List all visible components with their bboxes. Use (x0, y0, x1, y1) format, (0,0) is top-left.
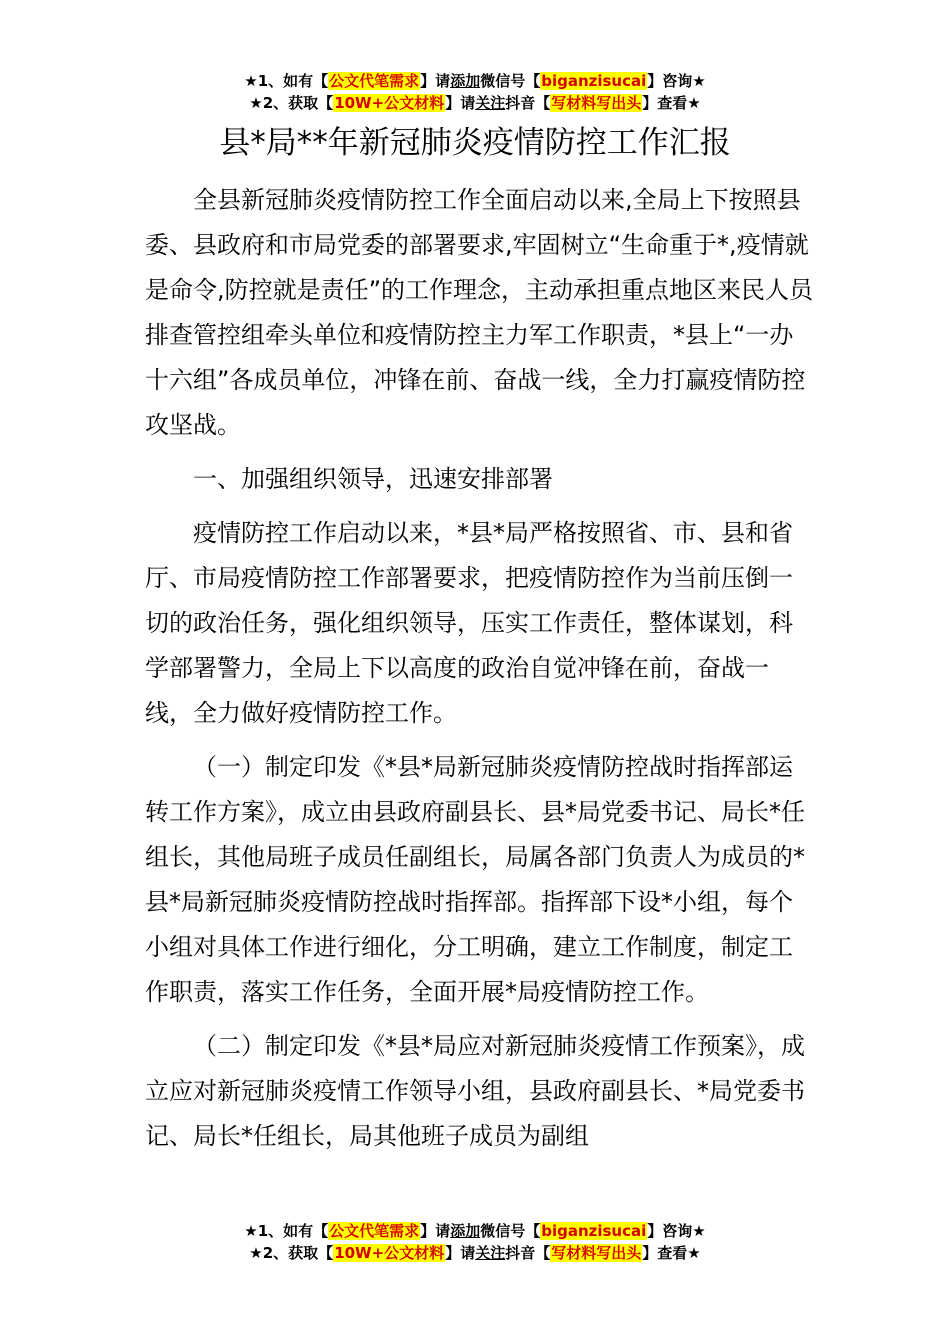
promo-banner-bottom (0, 1220, 950, 1264)
promo-line-1: ★1、如有【公文代笔需求】请添加微信号【biganzisucai】咨询★ (244, 1222, 706, 1240)
promo-banner-top (0, 70, 950, 114)
wechat-id: biganzisucai (541, 1222, 647, 1240)
paragraph-section-1: 疫情防控工作启动以来，*县*局严格按照省、市、县和省厅、市局疫情防控工作部署要求，把疫情防控作为当前压倒一切的政治任务，强化组织领导，压实工作责任，整体谋划，科学部署警力，全局上下以高度的政治自觉冲锋在前，奋战一线，全力做好疫情防控工作。 (145, 519, 793, 727)
highlight-text: 10W+公文材料 (334, 1244, 445, 1262)
promo-line-2: ★2、获取【10W+公文材料】请关注抖音【写材料写出头】查看★ (249, 1244, 701, 1262)
underlined-text: 添加 (450, 72, 481, 90)
paragraph-item-2: （二）制定印发《*县*局应对新冠肺炎疫情工作预案》，成立应对新冠肺炎疫情工作领导小组，县政府副县长、*局党委书记、局长*任组长，局其他班子成员为副组 (145, 1032, 805, 1150)
douyin-account: 写材料写出头 (551, 1244, 642, 1262)
paragraph-intro: 全县新冠肺炎疫情防控工作全面启动以来,全局上下按照县委、县政府和市局党委的部署要求,牢固树立“生命重于*,疫情就是命令,防控就是责任”的工作理念，主动承担重点地区来民人员排查管控组牵头单位和疫情防控主力军工作职责，*县上“一办十六组”各成员单位，冲锋在前、奋战一线，全力打赢疫情防控攻坚战。 (145, 186, 814, 439)
promo-line-2: ★2、获取【10W+公文材料】请关注抖音【写材料写出头】查看★ (249, 94, 701, 112)
underlined-text: 关注 (475, 94, 506, 112)
underlined-text: 关注 (475, 1244, 506, 1262)
highlight-text: 公文代笔需求 (329, 1222, 420, 1240)
paragraph-item-1: （一）制定印发《*县*局新冠肺炎疫情防控战时指挥部运转工作方案》，成立由县政府副县长、县*局党委书记、局长*任组长，其他局班子成员任副组长，局属各部门负责人为成员的*县*局新冠肺炎疫情防控战时指挥部。指挥部下设*小组，每个小组对具体工作进行细化，分工明确，建立工作制度，制定工作职责，落实工作任务，全面开展*局疫情防控工作。 (145, 753, 805, 1006)
document-body (145, 178, 815, 1159)
highlight-text: 公文代笔需求 (329, 72, 420, 90)
promo-line-1: ★1、如有【公文代笔需求】请添加微信号【biganzisucai】咨询★ (244, 72, 706, 90)
highlight-text: 10W+公文材料 (334, 94, 445, 112)
douyin-account: 写材料写出头 (551, 94, 642, 112)
underlined-text: 添加 (450, 1222, 481, 1240)
document-title: 县*局**年新冠肺炎疫情防控工作汇报 (219, 125, 731, 161)
wechat-id: biganzisucai (541, 72, 647, 90)
section-heading-1: 一、加强组织领导，迅速安排部署 (193, 465, 553, 493)
